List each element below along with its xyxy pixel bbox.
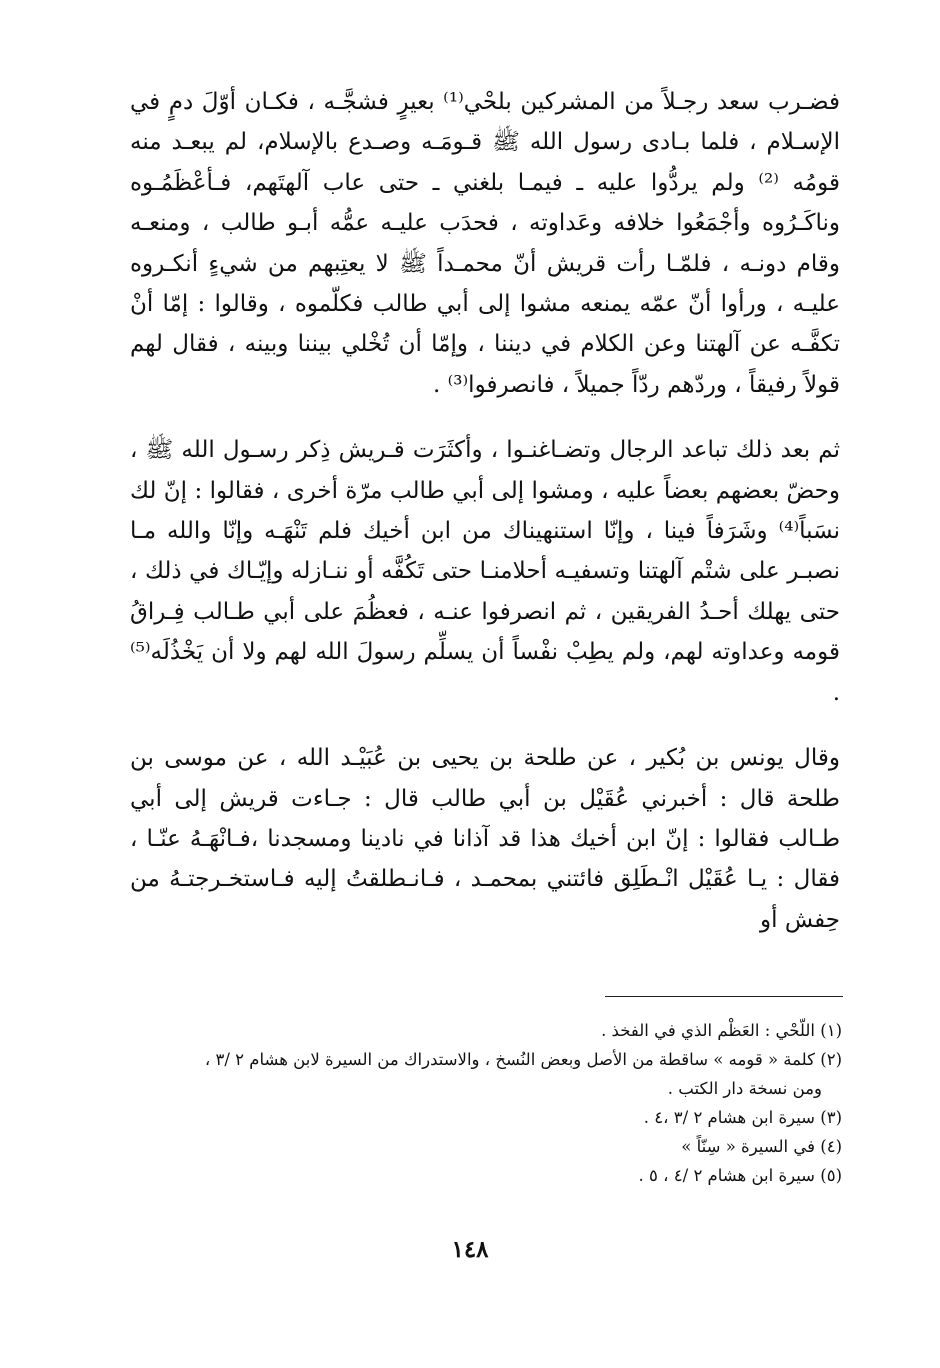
footnote-3: (٣) سيرة ابن هشام ٢ /٣ ،٤ . bbox=[643, 1108, 842, 1127]
main-text bbox=[130, 82, 840, 940]
footnote-1: (١) اللّحْي : العَظْم الذي في الفخذ . bbox=[601, 1021, 842, 1040]
footnote-5: (٥) سيرة ابن هشام ٢ /٤ ، ٥ . bbox=[638, 1166, 842, 1185]
footnotes bbox=[130, 1016, 842, 1190]
paragraph-1: فضـرب سعد رجـلاً من المشركين بلحْي⁽¹⁾ بعيرٍ فشجَّـه ، فكـان أوّلَ دمٍ في الإسـلام ، فلما بـادى رسول الله ﷺ قـومَـه وصـدع بالإسلام، لم يبعـد منه قومُه ⁽²⁾ ولم يردُّوا عليه ـ فيمـا بلغني ـ حتى عاب آلهتَهم، فـأعْظَمُـوه وناكَـرُوه وأجْمَعُوا خلافه وعَداوته ، فحدَب عليـه عمُّه أبـو طالب ، ومنعـه وقام دونـه ، فلمّـا رأت قريش أنّ محمـداً ﷺ لا يعتِبهم من شيءٍ أنكـروه عليـه ، ورأوا أنّ عمّه يمنعه مشوا إلى أبي طالب فكلّموه ، وقالوا : إمّا أنْ تكفَّـه عن آلهتنا وعن الكلام في ديننا ، وإمّا أن تُخْلي بيننا وبينه ، فقال لهم قولاً رفيقاً ، وردّهم ردّاً جميلاً ، فانصرفوا⁽³⁾ . bbox=[130, 89, 840, 398]
footnote-separator bbox=[605, 996, 843, 997]
paragraph-2: ثم بعد ذلك تباعد الرجال وتضـاغنـوا ، وأكثَرَت قـريش ذِكر رسـول الله ﷺ ، وحضّ بعضهم بعضاً عليه ، ومشوا إلى أبي طالب مرّة أخرى ، فقالوا : إنّ لك نسَباً⁽⁴⁾ وشَرَفاً فينا ، وإنّا استنهيناك من ابن أخيك فلم تَنْهَـه وإنّا والله مـا نصبـر على شتْم آلهتنا وتسفيـه أحلامنـا حتى تَكُفَّه أو ننـازله وإيّـاك في ذلك ، حتى يهلك أحـدُ الفريقين ، ثم انصرفوا عنـه ، فعظُمَ على أبي طـالب فِـراقُ قومه وعداوته لهم، ولم يطِبْ نفْساً أن يسلِّم رسولَ الله لهم ولا أن يَخْذُلَه⁽⁵⁾ . bbox=[130, 437, 840, 706]
footnote-2: (٢) كلمة « قومه » ساقطة من الأصل وبعض النُسخ ، والاستدراك من السيرة لابن هشام ٢ /٣ ، bbox=[204, 1050, 842, 1069]
page-number: ١٤٨ bbox=[451, 1236, 489, 1263]
paragraph-3: وقال يونس بن بُكير ، عن طلحة بن يحيى بن عُبَيْـد الله ، عن موسى بن طلحة قال : أخبرني عُقَيْل بن أبي طالب قال : جـاءت قريش إلى أبي طـالب فقالوا : إنّ ابن أخيك هذا قد آذانا في نادينا ومسجدنا ،فـانْهَـهُ عنّـا ، فقال : يـا عُقَيْل انْـطَلِق فائتني بمحمـد ، فـانـطلقتُ إليه فـاستخـرجتـهُ من حِفش أو bbox=[130, 745, 840, 933]
footnote-4: (٤) في السيرة « سِنّاً » bbox=[681, 1137, 842, 1156]
footnote-2-continuation: ومن نسخة دار الكتب . bbox=[667, 1079, 822, 1098]
